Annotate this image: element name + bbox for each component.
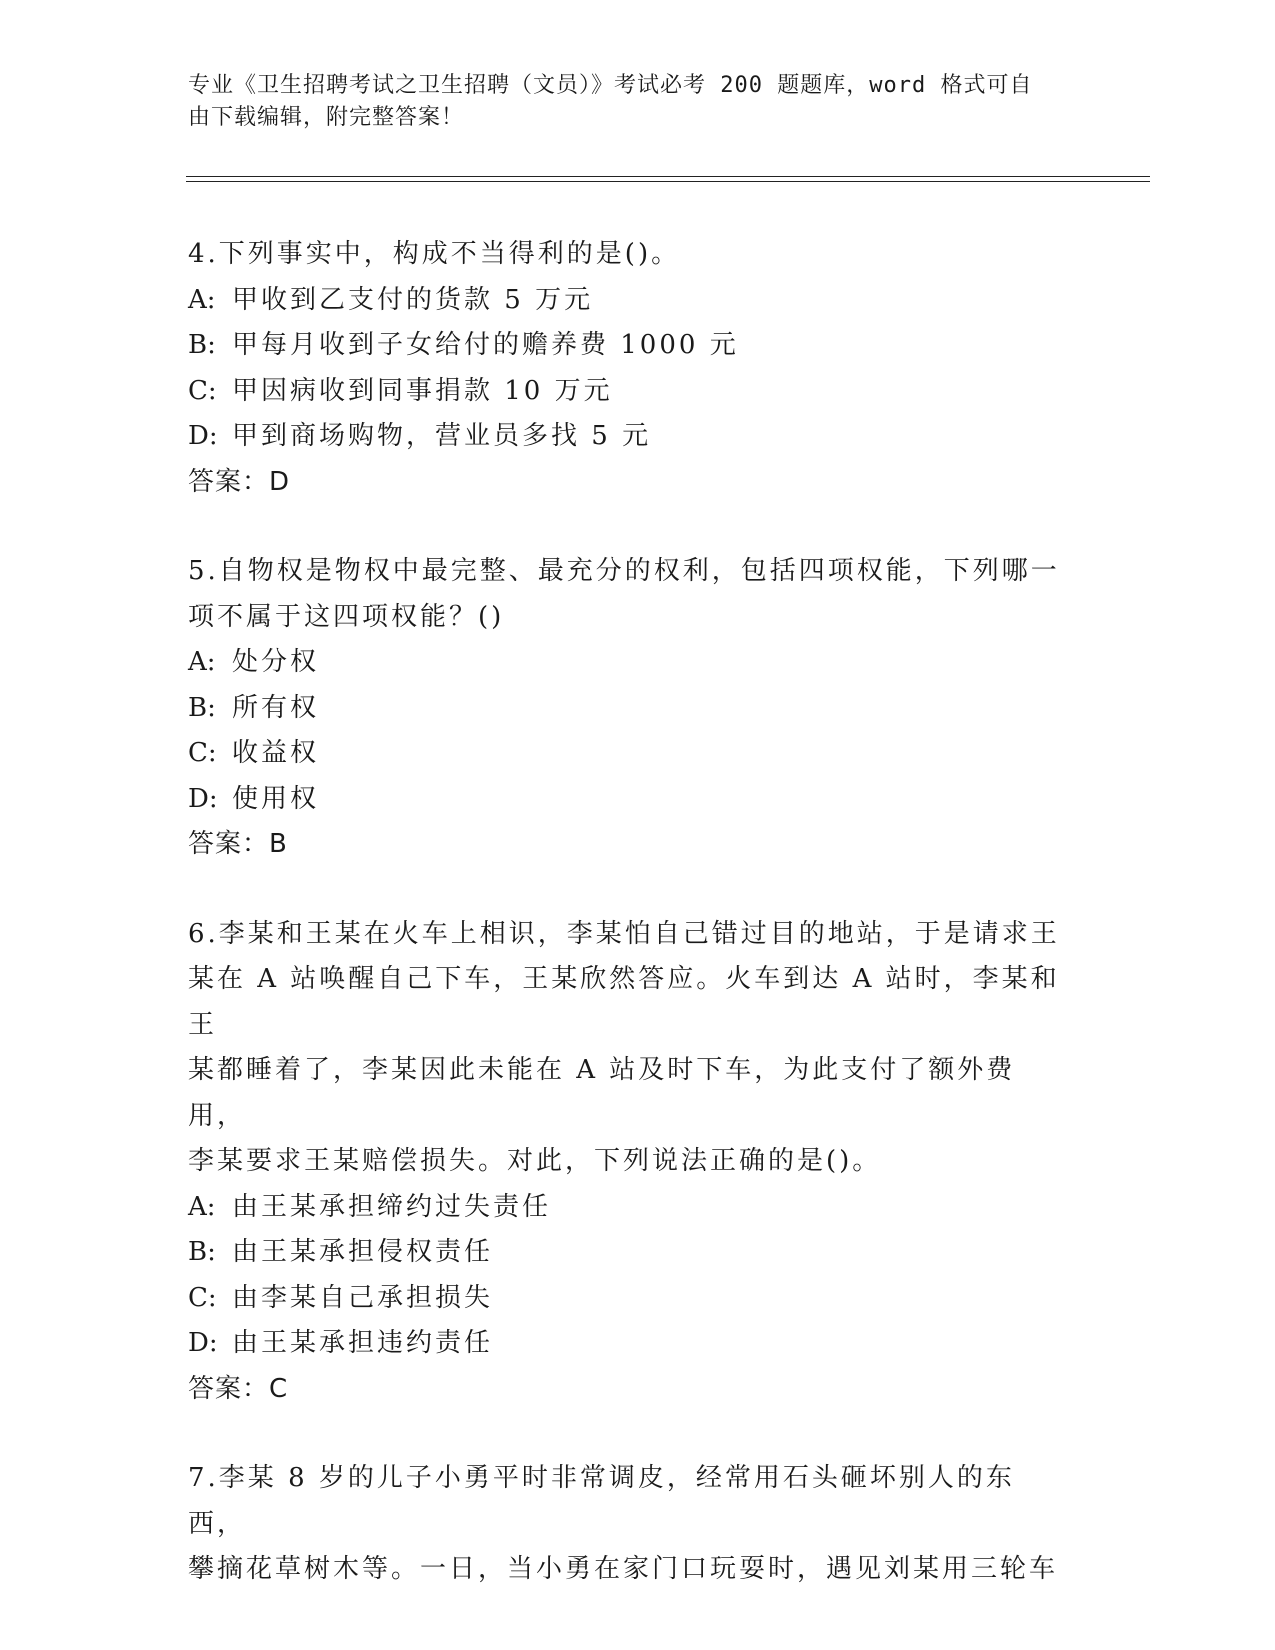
answer-option bbox=[188, 640, 1068, 686]
document-header bbox=[188, 70, 1068, 134]
header-line-2: 由下载编辑，附完整答案！ bbox=[188, 105, 465, 130]
question-block bbox=[188, 912, 1068, 1413]
option-text: 甲到商场购物，营业员多找 5 元 bbox=[232, 421, 652, 451]
header-divider-bottom bbox=[186, 181, 1150, 182]
option-letter: D: bbox=[188, 421, 218, 451]
option-text: 由王某承担缔约过失责任 bbox=[232, 1191, 552, 1222]
option-letter: C: bbox=[188, 375, 217, 406]
answer-option bbox=[188, 1321, 1068, 1367]
question-stem-line: 6.李某和王某在火车上相识，李某怕自己错过目的地站，于是请求王 bbox=[188, 918, 1060, 949]
question-stem-line: 攀摘花草树木等。一日，当小勇在家门口玩耍时，遇见刘某用三轮车 bbox=[188, 1554, 1059, 1584]
option-letter: C: bbox=[188, 738, 217, 768]
option-text: 甲收到乙支付的货款 5 万元 bbox=[232, 284, 594, 315]
answer-option bbox=[188, 323, 1068, 369]
option-letter: B: bbox=[188, 330, 216, 360]
answer-option bbox=[188, 1185, 1068, 1231]
question-stem-line: 7.李某 8 岁的儿子小勇平时非常调皮，经常用石头砸坏别人的东西， bbox=[188, 1463, 1015, 1539]
question-block bbox=[188, 232, 1068, 505]
option-letter: B: bbox=[188, 1237, 216, 1267]
answer-key: 答案：B bbox=[188, 829, 288, 859]
option-letter: D: bbox=[188, 783, 218, 814]
option-letter: A: bbox=[188, 284, 216, 315]
answer-option bbox=[188, 414, 1068, 460]
answer-key: 答案：D bbox=[188, 466, 291, 497]
option-text: 由王某承担违约责任 bbox=[232, 1328, 494, 1358]
answer-key: 答案：C bbox=[188, 1373, 289, 1404]
answer-option bbox=[188, 278, 1068, 324]
answer-option bbox=[188, 777, 1068, 823]
question-stem-line: 某在 A 站唤醒自己下车，王某欣然答应。火车到达 A 站时，李某和王 bbox=[188, 964, 1060, 1040]
question-block bbox=[188, 549, 1068, 868]
option-text: 由王某承担侵权责任 bbox=[232, 1237, 494, 1267]
option-text: 收益权 bbox=[232, 738, 320, 768]
answer-option bbox=[188, 686, 1068, 732]
option-text: 甲每月收到子女给付的赡养费 1000 元 bbox=[232, 330, 739, 360]
question-stem-line: 5.自物权是物权中最完整、最充分的权利，包括四项权能，下列哪一 bbox=[188, 556, 1060, 586]
answer-option bbox=[188, 1230, 1068, 1276]
question-stem-line: 李某要求王某赔偿损失。对此，下列说法正确的是()。 bbox=[188, 1146, 882, 1176]
option-letter: A: bbox=[188, 1191, 216, 1222]
header-line-1: 专业《卫生招聘考试之卫生招聘（文员）》考试必考 200 题题库，word 格式可自 bbox=[188, 73, 1033, 98]
header-divider-top bbox=[186, 176, 1150, 177]
answer-option bbox=[188, 731, 1068, 777]
question-stem-line: 项不属于这四项权能？() bbox=[188, 601, 505, 632]
question-block bbox=[188, 1456, 1068, 1593]
option-letter: C: bbox=[188, 1282, 217, 1313]
option-text: 使用权 bbox=[232, 783, 320, 814]
option-letter: D: bbox=[188, 1328, 218, 1358]
option-letter: B: bbox=[188, 692, 216, 723]
answer-option bbox=[188, 369, 1068, 415]
option-text: 处分权 bbox=[232, 647, 320, 677]
answer-option bbox=[188, 1276, 1068, 1322]
option-text: 甲因病收到同事捐款 10 万元 bbox=[232, 375, 613, 406]
option-letter: A: bbox=[188, 647, 216, 677]
question-list bbox=[188, 232, 1068, 1637]
question-stem-line: 4.下列事实中，构成不当得利的是()。 bbox=[188, 239, 681, 269]
question-stem-line: 某都睡着了，李某因此未能在 A 站及时下车，为此支付了额外费用， bbox=[188, 1055, 1016, 1131]
option-text: 由李某自己承担损失 bbox=[232, 1282, 494, 1313]
option-text: 所有权 bbox=[232, 692, 320, 723]
